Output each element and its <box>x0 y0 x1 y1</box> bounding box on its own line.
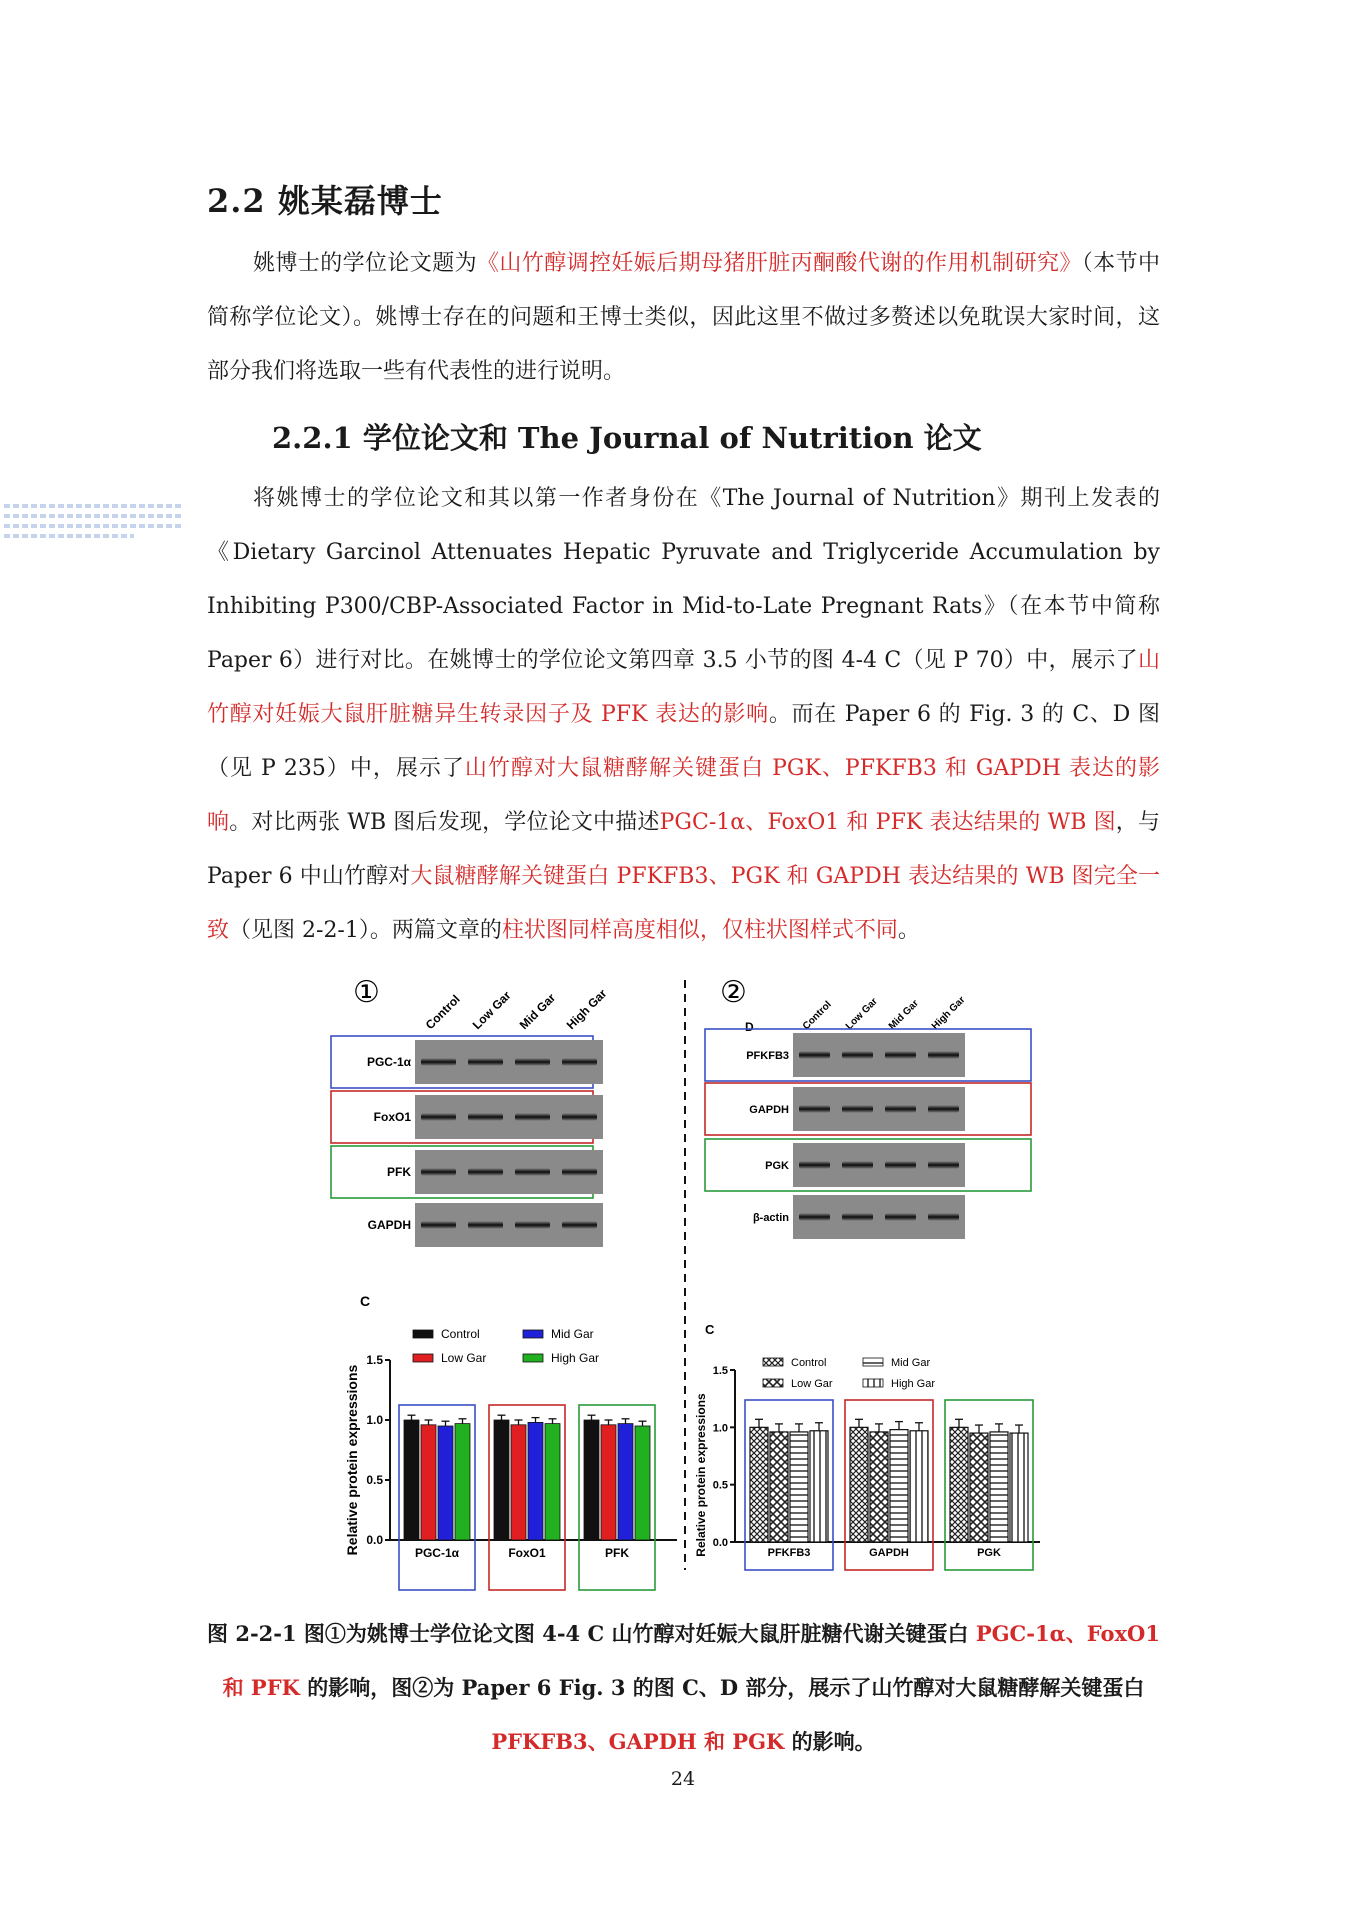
right-lane-labels <box>801 994 968 1032</box>
blot-label: GAPDH <box>367 1218 411 1232</box>
lane-label: Mid Gar <box>886 998 921 1033</box>
blot-band <box>842 1106 873 1113</box>
blot-band <box>562 1114 597 1121</box>
blot-row <box>705 1083 1031 1135</box>
blot-band <box>421 1169 456 1176</box>
section-heading: 2.2 姚某磊博士 <box>207 182 443 220</box>
bar-control <box>494 1420 509 1540</box>
y-tick-label: 1.0 <box>366 1413 383 1427</box>
lane-label: High Gar <box>929 994 968 1033</box>
blot-label: FoxO1 <box>373 1110 411 1124</box>
legend-label: Low Gar <box>441 1351 487 1365</box>
blot-band <box>468 1169 503 1176</box>
blot-row <box>331 1146 603 1198</box>
comp-text-4: ，与 Paper 6 中山竹醇对 <box>207 810 1160 889</box>
legend-label: High Gar <box>551 1351 600 1365</box>
bar-low-gar <box>601 1425 616 1540</box>
x-tick-label: PFK <box>605 1546 629 1560</box>
legend-label: Mid Gar <box>551 1327 594 1341</box>
blot-band <box>562 1059 597 1066</box>
comp-highlight-1: 山竹醇对妊娠大鼠肝脏糖异生转录因子及 PFK 表达的影响 <box>207 648 1160 727</box>
bar-high-gar <box>455 1424 470 1540</box>
left-western-blot <box>331 976 610 1247</box>
left-lane-labels <box>423 986 610 1032</box>
blot-band <box>799 1214 830 1221</box>
blot-row <box>705 1029 1031 1081</box>
caption-text-c: 的影响。 <box>784 1729 876 1754</box>
panel-d-label: D <box>745 1020 754 1034</box>
bar-high-gar <box>810 1431 828 1542</box>
legend-label: High Gar <box>891 1378 936 1390</box>
comp-text-5: （见图 2-2-1）。两篇文章的 <box>229 918 502 943</box>
lane-label: Low Gar <box>843 996 880 1033</box>
blot-band <box>842 1052 873 1059</box>
left-bar-chart <box>344 1293 677 1590</box>
blot-label: PGK <box>765 1160 789 1172</box>
bar-high-gar <box>1010 1433 1028 1542</box>
blot-band <box>421 1114 456 1121</box>
x-tick-label: FoxO1 <box>508 1546 546 1560</box>
x-tick-label: GAPDH <box>869 1547 909 1559</box>
comp-highlight-5: 柱状图同样高度相似，仅柱状图样式不同 <box>501 918 898 943</box>
caption-text-b: 的影响，图②为 Paper 6 Fig. 3 的图 C、D 部分，展示了山竹醇对大鼠糖酵解关键蛋白 <box>299 1675 1145 1700</box>
blot-band <box>885 1162 916 1169</box>
blot-band <box>885 1214 916 1221</box>
legend-label: Low Gar <box>791 1378 833 1390</box>
blot-label: PGC-1α <box>366 1055 411 1069</box>
blot-band <box>515 1169 550 1176</box>
blot-band <box>928 1214 959 1221</box>
left-panel-c-label: C <box>360 1293 371 1309</box>
right-y-label: Relative protein expressions <box>694 1393 708 1557</box>
bar-low-gar <box>970 1433 988 1542</box>
figure-2-2-1 <box>325 970 1045 1595</box>
bar-low-gar <box>511 1425 526 1540</box>
blot-label: GAPDH <box>749 1104 789 1116</box>
blot-band <box>799 1052 830 1059</box>
comp-text-1: 将姚博士的学位论文和其以第一作者身份在《The Journal of Nutrition》期刊上发表的《Dietary Garcinol Attenuates Hepatic Pyruvate and Triglyceride Accumulation by Inhibiting P300/CBP-Associated Factor in Mid-to-Late Pregnant Rats》（在本节中简称 Paper 6）进行对比。在姚博士的学位论文第四章 3.5 小节的图 4-4 C（见 P 70）中，展示了 <box>207 486 1160 673</box>
faint-margin-text <box>0 498 185 558</box>
lane-label: Low Gar <box>469 988 514 1033</box>
intro-text-a: 姚博士的学位论文题为 <box>253 251 477 276</box>
lane-label: High Gar <box>563 986 610 1033</box>
comp-text-6: 。 <box>897 918 920 943</box>
blot-band <box>842 1214 873 1221</box>
bar-control <box>584 1420 599 1540</box>
right-bar-chart <box>694 1322 1040 1570</box>
bar-mid-gar <box>438 1426 453 1540</box>
blot-label: PFK <box>387 1165 411 1179</box>
blot-label: β-actin <box>752 1212 789 1224</box>
right-panel-c-label: C <box>705 1322 715 1337</box>
blot-band <box>799 1106 830 1113</box>
y-tick-label: 1.5 <box>366 1353 383 1367</box>
legend-label: Control <box>441 1327 480 1341</box>
blot-band <box>468 1059 503 1066</box>
blot-row <box>331 1036 603 1088</box>
blot-band <box>885 1106 916 1113</box>
bar-mid-gar <box>790 1432 808 1542</box>
blot-band <box>928 1106 959 1113</box>
left-y-label: Relative protein expressions <box>344 1364 360 1556</box>
bar-control <box>950 1427 968 1542</box>
blot-band <box>799 1162 830 1169</box>
blot-band <box>562 1169 597 1176</box>
y-tick-label: 0.0 <box>712 1537 728 1549</box>
comp-highlight-2: 山竹醇对大鼠糖酵解关键蛋白 PGK、PFKFB3 和 GAPDH 表达的影响 <box>207 756 1161 835</box>
x-tick-label: PGK <box>977 1547 1001 1559</box>
x-tick-label: PFKFB3 <box>767 1547 811 1559</box>
bar-low-gar <box>870 1432 888 1542</box>
blot-band <box>928 1162 959 1169</box>
legend-label: Control <box>791 1357 827 1369</box>
comp-text-2: 。而在 Paper 6 的 Fig. 3 的 C、D 图（见 P 235）中，展示了 <box>207 702 1160 781</box>
marker-1: ① <box>353 976 380 1009</box>
bar-mid-gar <box>528 1422 543 1540</box>
bar-control <box>850 1427 868 1542</box>
page-number: 24 <box>670 1768 696 1790</box>
bar-low-gar <box>770 1432 788 1542</box>
marker-2: ② <box>720 976 747 1009</box>
bar-control <box>404 1420 419 1540</box>
blot-band <box>928 1052 959 1059</box>
y-tick-label: 0.5 <box>712 1479 728 1492</box>
comp-highlight-3: PGC-1α、FoxO1 和 PFK 表达结果的 WB 图 <box>659 810 1116 835</box>
lane-label: Control <box>800 999 834 1033</box>
bar-high-gar <box>635 1426 650 1540</box>
y-tick-label: 0.5 <box>366 1473 383 1487</box>
bar-control <box>750 1427 768 1542</box>
caption-highlight-1: PGC-1α、FoxO1 和 PFK <box>222 1621 1160 1700</box>
blot-band <box>842 1162 873 1169</box>
x-tick-label: PGC-1α <box>414 1546 460 1560</box>
thesis-title: 《山竹醇调控妊娠后期母猪肝脏丙酮酸代谢的作用机制研究》 <box>477 251 1082 276</box>
bar-high-gar <box>910 1431 928 1542</box>
paragraph-intro <box>207 237 1160 399</box>
bar-high-gar <box>545 1424 560 1540</box>
legend-swatch <box>863 1379 883 1387</box>
bar-mid-gar <box>618 1424 633 1540</box>
blot-row <box>753 1195 965 1239</box>
blot-band <box>468 1114 503 1121</box>
blot-band <box>421 1222 456 1229</box>
blot-band <box>515 1114 550 1121</box>
y-tick-label: 1.0 <box>712 1422 728 1435</box>
blot-band <box>885 1052 916 1059</box>
blot-row <box>331 1091 603 1143</box>
y-tick-label: 1.5 <box>712 1365 728 1377</box>
comp-text-3: 。对比两张 WB 图后发现，学位论文中描述 <box>229 810 660 835</box>
blot-row <box>705 1139 1031 1191</box>
blot-row <box>368 1203 603 1247</box>
lane-label: Mid Gar <box>516 990 559 1033</box>
legend-swatch <box>863 1358 883 1366</box>
bar-mid-gar <box>990 1432 1008 1542</box>
blot-band <box>421 1059 456 1066</box>
blot-band <box>468 1222 503 1229</box>
blot-band <box>562 1222 597 1229</box>
comp-highlight-4: 大鼠糖酵解关键蛋白 PFKFB3、PGK 和 GAPDH 表达结果的 WB 图完全一致 <box>207 864 1160 943</box>
lane-label: Control <box>422 992 463 1033</box>
legend-swatch <box>523 1330 543 1338</box>
legend-label: Mid Gar <box>891 1357 931 1369</box>
intro-text-b: （本节中简称学位论文）。姚博士存在的问题和王博士类似，因此这里不做过多赘述以免耽误大家时间，这部分我们将选取一些有代表性的进行说明。 <box>207 251 1160 384</box>
legend-swatch <box>413 1354 433 1362</box>
blot-band <box>515 1222 550 1229</box>
legend-swatch <box>413 1330 433 1338</box>
figure-caption <box>207 1607 1160 1769</box>
paragraph-comparison <box>207 472 1160 958</box>
subsection-heading: 2.2.1 学位论文和 The Journal of Nutrition 论文 <box>272 421 982 455</box>
y-tick-label: 0.0 <box>366 1533 383 1547</box>
legend-swatch <box>523 1354 543 1362</box>
blot-band <box>515 1059 550 1066</box>
legend-swatch <box>763 1379 783 1387</box>
blot-label: PFKFB3 <box>746 1050 789 1062</box>
caption-highlight-2: PFKFB3、GAPDH 和 PGK <box>491 1729 785 1754</box>
bar-mid-gar <box>890 1430 908 1542</box>
right-western-blot <box>705 976 1031 1239</box>
caption-text-a: 图 2-2-1 图①为姚博士学位论文图 4-4 C 山竹醇对妊娠大鼠肝脏糖代谢关键蛋白 <box>207 1621 976 1646</box>
bar-low-gar <box>421 1425 436 1540</box>
legend-swatch <box>763 1358 783 1366</box>
